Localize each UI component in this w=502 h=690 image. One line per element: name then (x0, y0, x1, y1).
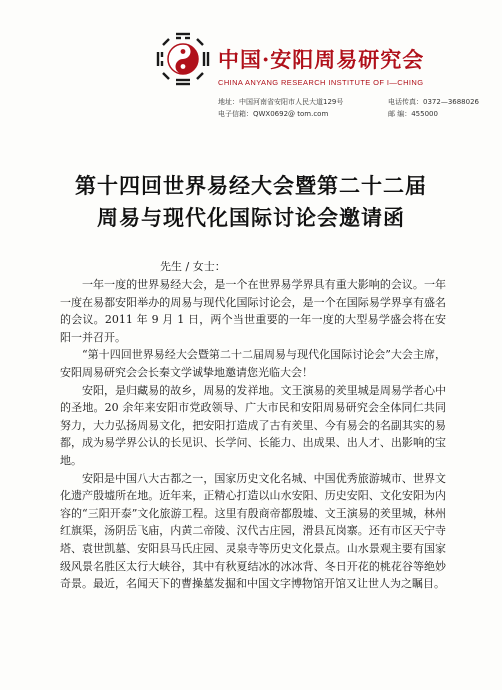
document-title-line-1: 第十四回世界易经大会暨第二十二届 (75, 173, 427, 198)
paragraph: 安阳，是归藏易的故乡，周易的发祥地。文王演易的羑里城是周易学者心中的圣地。20 余年来安阳市党政领导、广大市民和安阳周易研究会全体同仁共同努力，大力弘扬周易文化，把安阳打造成了古有羑里、今有易会的名副其实的易都，成为易学界公认的长见识、长学问、长能力、出成果、出人才、出影响的宝地。 (60, 383, 446, 467)
phone-text: 电话传真：0372—3688026 (388, 98, 479, 106)
paragraph: 一年一度的世界易经大会，是一个在世界易学界具有重大影响的会议。一年一度在易都安阳举办的周易与现代化国际讨论会，是一个在国际易学界享有盛名的会议。2011 年 9 月 1 日，两个当世重要的一年一度的大型易学盛会将在安阳一并召开。 (60, 278, 446, 344)
contact-row-1 (218, 97, 479, 107)
address-text: 地址：中国河南省安阳市人民大道129号 (218, 98, 344, 106)
organization-name-cn: 中国·安阳周易研究会 (218, 47, 425, 72)
document-title-line-2: 周易与现代化国际讨论会邀请函 (97, 205, 405, 230)
paragraph: “第十四回世界易经大会暨第二十二届周易与现代化国际讨论会”大会主席，安阳周易研究会会长秦文学诚挚地邀请您光临大会！ (60, 348, 446, 379)
paragraph: 安阳是中国八大古都之一，国家历史文化名城、中国优秀旅游城市、世界文化遗产殷墟所在地。近年来，正精心打造以山水安阳、历史安阳、文化安阳为内容的“三阳开泰”文化旅游工程。这里有殷商帝都殷墟、文王演易的羑里城，林州红旗渠，汤阴岳飞庙，内黄二帝陵、汉代古庄园，滑县瓦岗寨。还有市区天宁寺塔、袁世凯墓、安阳县马氏庄园、灵泉寺等历史文化景点。山水景观主要有国家级风景名胜区太行大峡谷，其中有秋夏结冰的冰冰背、冬日开花的桃花谷等绝妙奇景。最近，名闻天下的曹操墓发掘和中国文字博物馆开馆又让世人为之瞩目。 (60, 471, 446, 591)
salutation: 先生 / 女士： (160, 260, 226, 273)
organization-name-en: CHINA ANYANG RESEARCH INSTITUTE OF I—CHING (218, 78, 424, 87)
bagua-taiji-logo-icon (154, 30, 212, 88)
letter-body (60, 276, 446, 593)
contact-row-2 (218, 109, 438, 119)
postcode-text: 邮 编：455000 (388, 110, 438, 118)
email-text: 电子信箱：QWX0692@ tom.com (218, 110, 329, 118)
